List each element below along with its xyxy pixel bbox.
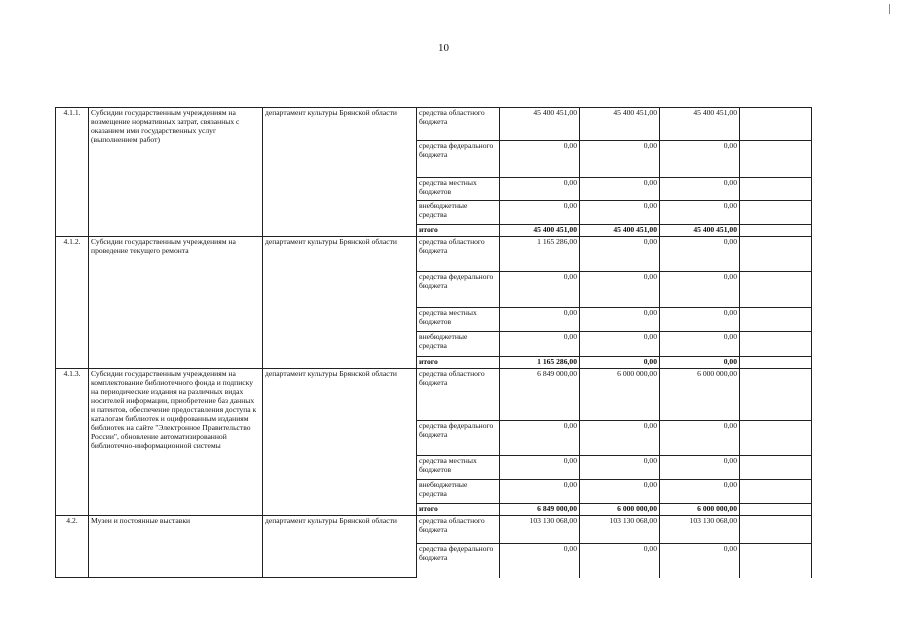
value-cell: 0,00: [580, 456, 660, 480]
value-cell: 0,00: [500, 178, 580, 201]
total-value: 45 400 451,00: [660, 225, 740, 237]
source-label: средства федерального бюджета: [417, 421, 500, 456]
value-cell: 0,00: [500, 272, 580, 308]
empty-cell: [740, 332, 812, 357]
value-cell: 0,00: [580, 272, 660, 308]
total-value: 6 000 000,00: [580, 504, 660, 516]
item-name: Субсидии государственным учреждениям на возмещение нормативных затрат, связанных с оказанием ими государственных услуг (выполнением работ): [89, 108, 263, 237]
source-label: средства местных бюджетов: [417, 308, 500, 332]
value-cell: 0,00: [500, 544, 580, 578]
value-cell: 0,00: [660, 178, 740, 201]
value-cell: 0,00: [660, 332, 740, 357]
value-cell: 0,00: [660, 201, 740, 225]
value-cell: 103 130 068,00: [580, 516, 660, 544]
value-cell: 0,00: [660, 544, 740, 578]
source-label: внебюджетные средства: [417, 332, 500, 357]
value-cell: 0,00: [660, 272, 740, 308]
value-cell: 0,00: [500, 201, 580, 225]
source-label: средства федерального бюджета: [417, 141, 500, 178]
total-value: 1 165 286,00: [500, 357, 580, 369]
value-cell: 0,00: [580, 141, 660, 178]
value-cell: 6 000 000,00: [660, 369, 740, 421]
value-cell: 45 400 451,00: [660, 108, 740, 141]
value-cell: 0,00: [500, 421, 580, 456]
value-cell: 0,00: [660, 141, 740, 178]
value-cell: 0,00: [500, 456, 580, 480]
value-cell: 45 400 451,00: [580, 108, 660, 141]
item-name: Музеи и постоянные выставки: [89, 516, 263, 578]
value-cell: 0,00: [660, 237, 740, 272]
source-label: внебюджетные средства: [417, 201, 500, 225]
source-label: средства областного бюджета: [417, 369, 500, 421]
value-cell: 0,00: [660, 308, 740, 332]
item-number: 4.1.3.: [56, 369, 89, 516]
value-cell: 0,00: [500, 332, 580, 357]
budget-table: [55, 107, 812, 578]
value-cell: 0,00: [580, 308, 660, 332]
empty-cell: [740, 225, 812, 237]
total-label: итого: [417, 357, 500, 369]
empty-cell: [740, 456, 812, 480]
item-executor: департамент культуры Брянской области: [263, 516, 417, 578]
source-label: средства федерального бюджета: [417, 544, 500, 578]
value-cell: 0,00: [580, 201, 660, 225]
value-cell: 0,00: [580, 544, 660, 578]
empty-cell: [740, 516, 812, 544]
value-cell: 0,00: [660, 421, 740, 456]
source-label: средства местных бюджетов: [417, 178, 500, 201]
table-row: [56, 516, 812, 544]
item-name: Субсидии государственным учреждениям на комплектование библиотечного фонда и подписку на периодические издания на различных видах носителей информации, приобретение баз данных и патентов, обеспечение предоставления доступа к каталогам библиотек и оцифрованным изданиям библиотек на сайте "Электронное Правительство России", обновление автоматизированной библиотечно-информационной системы: [89, 369, 263, 516]
total-value: 45 400 451,00: [580, 225, 660, 237]
source-label: средства областного бюджета: [417, 516, 500, 544]
empty-cell: [740, 272, 812, 308]
total-label: итого: [417, 225, 500, 237]
value-cell: 103 130 068,00: [500, 516, 580, 544]
item-number: 4.1.1.: [56, 108, 89, 237]
value-cell: 0,00: [580, 421, 660, 456]
total-value: 6 849 000,00: [500, 504, 580, 516]
value-cell: 1 165 286,00: [500, 237, 580, 272]
value-cell: 45 400 451,00: [500, 108, 580, 141]
item-executor: департамент культуры Брянской области: [263, 108, 417, 237]
empty-cell: [740, 369, 812, 421]
value-cell: 0,00: [500, 480, 580, 504]
value-cell: 0,00: [580, 178, 660, 201]
empty-cell: [740, 237, 812, 272]
total-value: 0,00: [580, 357, 660, 369]
empty-cell: [740, 357, 812, 369]
empty-cell: [740, 504, 812, 516]
item-number: 4.2.: [56, 516, 89, 578]
value-cell: 0,00: [500, 141, 580, 178]
value-cell: 0,00: [500, 308, 580, 332]
value-cell: 0,00: [660, 480, 740, 504]
item-name: Субсидии государственным учреждениям на проведение текущего ремонта: [89, 237, 263, 369]
page-number: 10: [438, 42, 449, 54]
item-number: 4.1.2.: [56, 237, 89, 369]
total-value: 6 000 000,00: [660, 504, 740, 516]
empty-cell: [740, 108, 812, 141]
source-label: средства федерального бюджета: [417, 272, 500, 308]
empty-cell: [740, 480, 812, 504]
value-cell: 0,00: [580, 480, 660, 504]
value-cell: 0,00: [660, 456, 740, 480]
value-cell: 103 130 068,00: [660, 516, 740, 544]
value-cell: 6 849 000,00: [500, 369, 580, 421]
empty-cell: [740, 421, 812, 456]
total-value: 0,00: [660, 357, 740, 369]
empty-cell: [740, 544, 812, 578]
empty-cell: [740, 178, 812, 201]
page-edge-mark: [889, 4, 890, 14]
source-label: средства местных бюджетов: [417, 456, 500, 480]
source-label: средства областного бюджета: [417, 237, 500, 272]
empty-cell: [740, 141, 812, 178]
item-executor: департамент культуры Брянской области: [263, 369, 417, 516]
source-label: средства областного бюджета: [417, 108, 500, 141]
item-executor: департамент культуры Брянской области: [263, 237, 417, 369]
value-cell: 6 000 000,00: [580, 369, 660, 421]
total-label: итого: [417, 504, 500, 516]
total-value: 45 400 451,00: [500, 225, 580, 237]
table-row: [56, 108, 812, 141]
empty-cell: [740, 308, 812, 332]
value-cell: 0,00: [580, 237, 660, 272]
source-label: внебюджетные средства: [417, 480, 500, 504]
value-cell: 0,00: [580, 332, 660, 357]
empty-cell: [740, 201, 812, 225]
table-row: [56, 237, 812, 272]
table-row: [56, 369, 812, 421]
